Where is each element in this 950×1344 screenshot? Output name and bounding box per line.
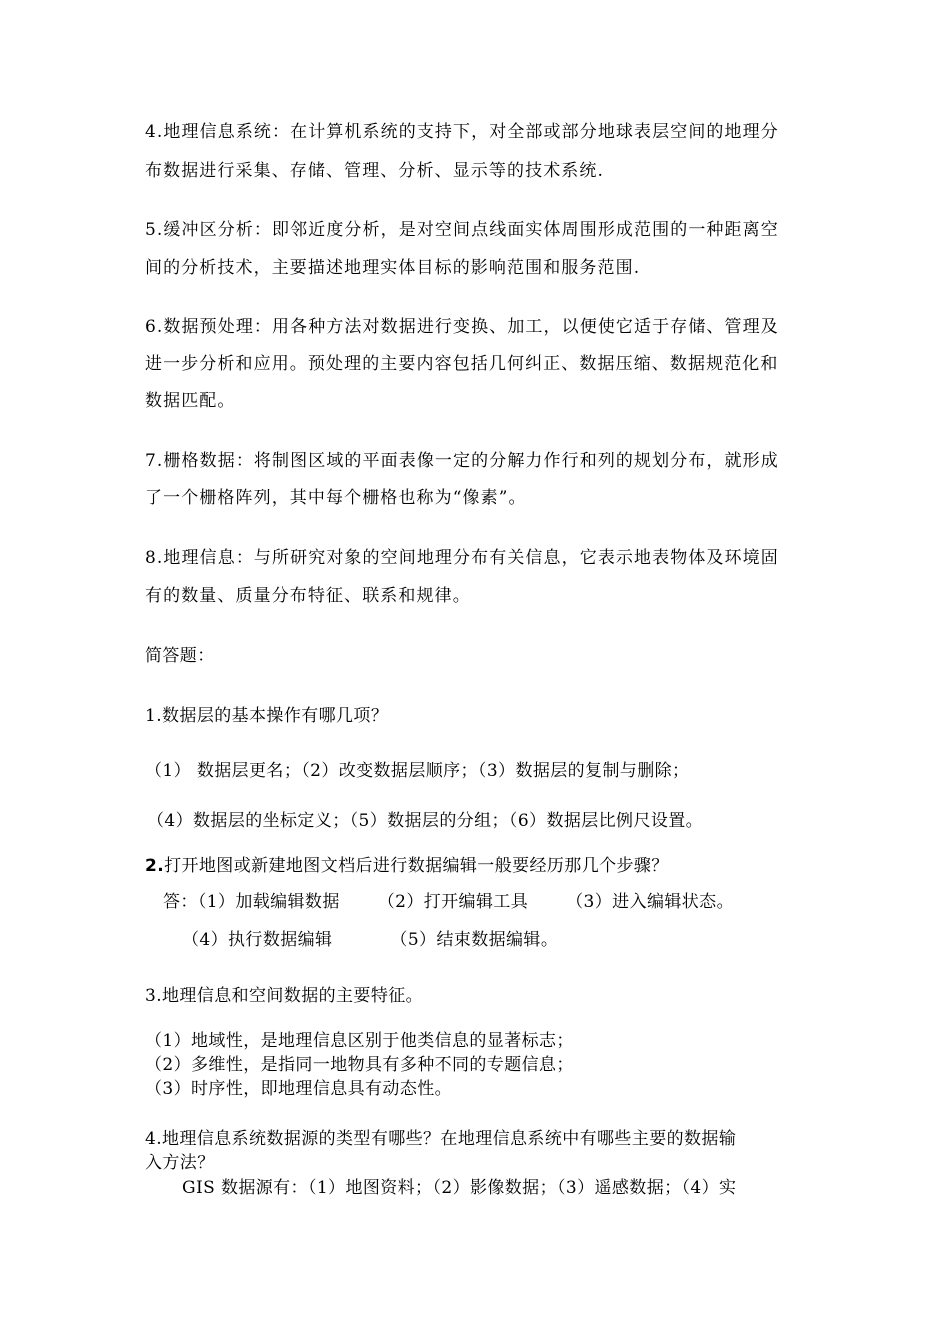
q2-question: 打开地图或新建地图文档后进行数据编辑一般要经历那几个步骤？: [164, 856, 669, 876]
q2-steps-row-1: [163, 891, 734, 913]
q3-answer-3: （3）时序性，即地理信息具有动态性。: [145, 1079, 453, 1099]
q1-answer-line-2: （4）数据层的坐标定义；（5）数据层的分组；（6）数据层比例尺设置。: [147, 811, 704, 831]
q3-question: 3.地理信息和空间数据的主要特征。: [145, 986, 424, 1006]
q3-answer-2: （2）多维性，是指同一地物具有多种不同的专题信息；: [145, 1055, 574, 1075]
q2-number: 2.: [145, 856, 165, 876]
term-6-line-3: 数据匹配。: [145, 391, 236, 411]
term-6-line-1: 6.数据预处理：用各种方法对数据进行变换、加工，以便使它适于存储、管理及: [145, 317, 779, 337]
q2-steps-row-2: [182, 929, 558, 951]
term-5-line-2: 间的分析技术，主要描述地理实体目标的影响范围和服务范围.: [145, 258, 641, 278]
q2-step-1: （1）加载编辑数据: [197, 892, 340, 912]
q4-answer-line-1: GIS 数据源有：（1）地图资料；（2）影像数据；（3）遥感数据；（4）实: [182, 1178, 737, 1198]
q4-question-line-1: 4.地理信息系统数据源的类型有哪些？在地理信息系统中有哪些主要的数据输: [145, 1129, 737, 1149]
term-7-line-2: 了一个栅格阵列，其中每个栅格也称为“像素”。: [145, 488, 527, 508]
q2-step-3: （3）进入编辑状态。: [566, 892, 734, 912]
term-4-line-1: 4.地理信息系统：在计算机系统的支持下，对全部或部分地球表层空间的地理分: [145, 122, 779, 142]
q1-answer-line-1: （1） 数据层更名；（2）改变数据层顺序；（3）数据层的复制与删除；: [145, 761, 690, 781]
q2-step-2: （2）打开编辑工具: [377, 892, 529, 912]
term-4-line-2: 布数据进行采集、存储、管理、分析、显示等的技术系统.: [145, 161, 605, 181]
term-7-line-1: 7.栅格数据：将制图区域的平面表像一定的分解力作行和列的规划分布，就形成: [145, 451, 779, 471]
q2-step-4: （4）执行数据编辑: [182, 930, 333, 950]
q2-step-5: （5）结束数据编辑。: [390, 930, 559, 950]
q3-answer-1: （1）地域性，是地理信息区别于他类信息的显著标志；: [145, 1031, 574, 1051]
term-8-line-1: 8.地理信息：与所研究对象的空间地理分布有关信息，它表示地表物体及环境固: [145, 548, 779, 568]
q2-answer-prefix: 答：: [163, 892, 198, 912]
q4-question-line-2: 入方法？: [145, 1153, 215, 1173]
section-title: 简答题：: [145, 646, 215, 666]
q1-question: 1.数据层的基本操作有哪几项？: [145, 706, 389, 726]
term-8-line-2: 有的数量、质量分布特征、联系和规律。: [145, 586, 471, 606]
term-6-line-2: 进一步分析和应用。预处理的主要内容包括几何纠正、数据压缩、数据规范化和: [145, 354, 779, 374]
q2-question-row: [145, 855, 669, 877]
term-5-line-1: 5.缓冲区分析：即邻近度分析，是对空间点线面实体周围形成范围的一种距离空: [145, 220, 779, 240]
